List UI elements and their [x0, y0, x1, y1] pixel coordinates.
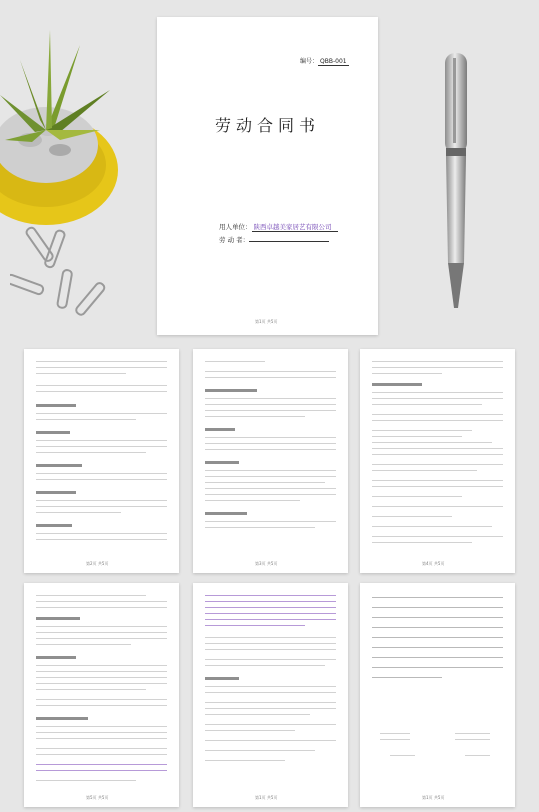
worker-label: 劳 动 者： [219, 236, 250, 244]
pen-icon [436, 48, 476, 318]
worker-row [219, 235, 329, 244]
page-number: 第2页 共5页 [86, 561, 109, 566]
cover-page-number: 第1页 共5页 [255, 319, 278, 324]
employer-label: 用人单位： [219, 223, 252, 231]
contract-cover-page [157, 17, 378, 335]
contract-page-4 [24, 583, 179, 807]
contract-page-2 [193, 349, 348, 573]
serial-number [300, 56, 349, 65]
worker-blank [249, 235, 329, 242]
page-number: 第3页 共5页 [255, 561, 278, 566]
employer-row [219, 222, 338, 231]
page-number: 第1页 共5页 [255, 795, 278, 800]
contract-page-6-signature [360, 583, 515, 807]
page-number: 第5页 共5页 [86, 795, 109, 800]
serial-label: 编号： [300, 58, 319, 65]
contract-page-5 [193, 583, 348, 807]
serial-value: QBB-001 [320, 58, 347, 65]
employer-name: 陕西卓越美家居艺有限公司 [252, 223, 338, 232]
page-number: 第1页 共5页 [422, 795, 445, 800]
contract-page-3 [360, 349, 515, 573]
paperclip-icon [10, 220, 120, 330]
page-number: 第4页 共5页 [422, 561, 445, 566]
document-title: 劳动合同书 [214, 116, 320, 135]
plant-icon [0, 0, 130, 230]
contract-page-1 [24, 349, 179, 573]
